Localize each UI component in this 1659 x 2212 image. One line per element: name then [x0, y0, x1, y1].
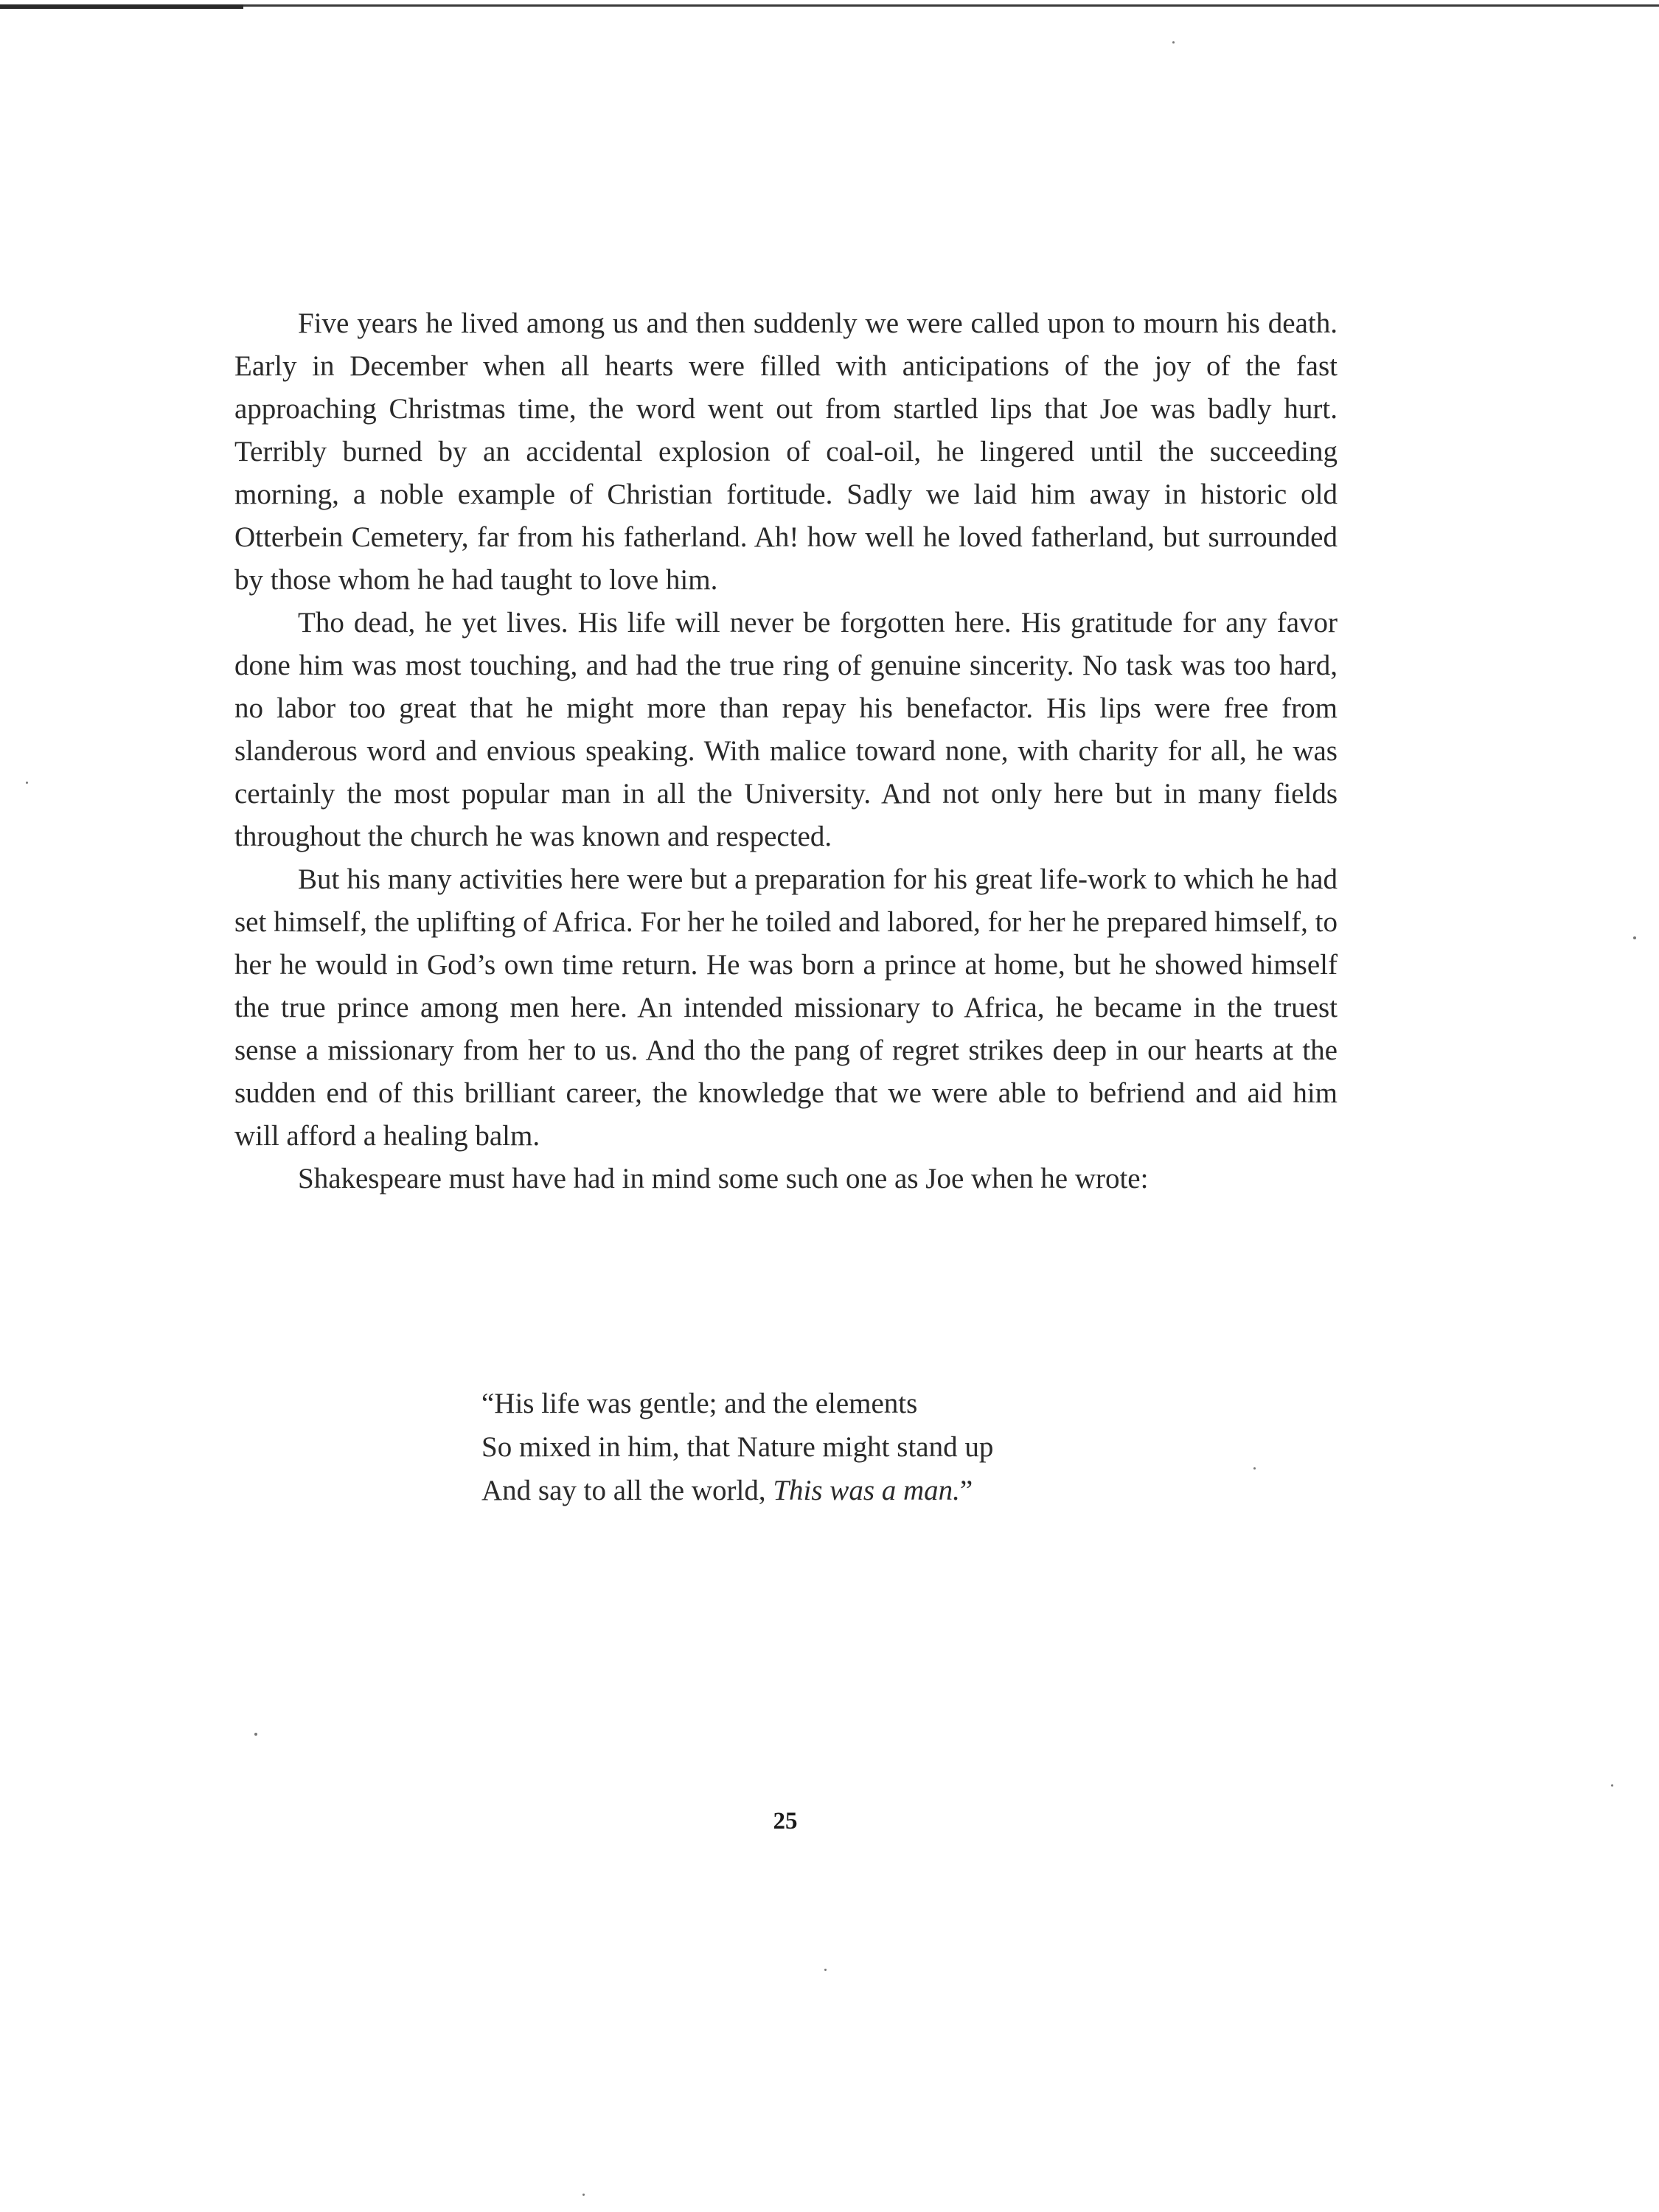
quote-line-1: “His life was gentle; and the elements — [481, 1388, 918, 1419]
page-number: 25 — [773, 1808, 798, 1834]
paragraph-death: Five years he lived among us and then suddenly we were called upon to mourn his death. Early in December when all hearts were filled with anticipations of the joy of the fast approaching Christmas time, the word went out from startled lips that Joe was badly hurt. Terribly burned by an accidental explosion of coal-oil, he lingered until the succeeding morning, a noble example of Christian fortitude. Sadly we laid him away in historic old Otterbein Cemetery, far from his fatherland. Ah! how well he loved fatherland, but surrounded by those whom he had taught to love him. — [234, 307, 1338, 596]
scan-speck — [1253, 1467, 1256, 1470]
body-text — [234, 302, 1338, 1200]
quote-line-3-start: And say to all the world, — [481, 1475, 773, 1506]
quote-line-3-end: ” — [959, 1475, 973, 1506]
scan-speck — [582, 2194, 585, 2196]
paragraph-africa: But his many activities here were but a preparation for his great life-work to which he had set himself, the uplifting of Africa. For her he toiled and labored, for her he prepared himself, to her he would in God’s own time return. He was born a prince at home, but he showed himself the true prince among men here. An intended missionary to Africa, he became in the truest sense a missionary from her to us. And tho the pang of regret strikes deep in our hearts at the sudden end of this brilliant career, the knowledge that we were able to befriend and aid him will afford a healing balm. — [234, 863, 1338, 1152]
quote-line-2: So mixed in him, that Nature might stand up — [481, 1431, 994, 1463]
top-edge-rule-thick — [0, 4, 243, 9]
scan-speck — [26, 782, 28, 784]
quote-line-3 — [481, 1469, 1293, 1512]
quote-line-3-italic: This was a man. — [773, 1475, 960, 1506]
shakespeare-quote — [481, 1382, 1293, 1512]
paragraph-shakespeare-intro: Shakespeare must have had in mind some such one as Joe when he wrote: — [298, 1163, 1149, 1194]
scan-speck — [1611, 1784, 1613, 1787]
top-edge-rule — [0, 4, 1659, 7]
scan-speck — [1172, 41, 1175, 44]
paragraph-character: Tho dead, he yet lives. His life will never be forgotten here. His gratitude for any favor done him was most touching, and had the true ring of genuine sincerity. No task was too hard, no labor too great that he might more than repay his benefactor. His lips were free from slanderous word and envious speaking. With malice toward none, with charity for all, he was certainly the most popular man in all the University. And not only here but in many fields throughout the church he was known and respected. — [234, 607, 1338, 852]
scan-speck — [824, 1969, 827, 1971]
scan-speck — [254, 1733, 257, 1736]
scan-speck — [1633, 936, 1636, 939]
